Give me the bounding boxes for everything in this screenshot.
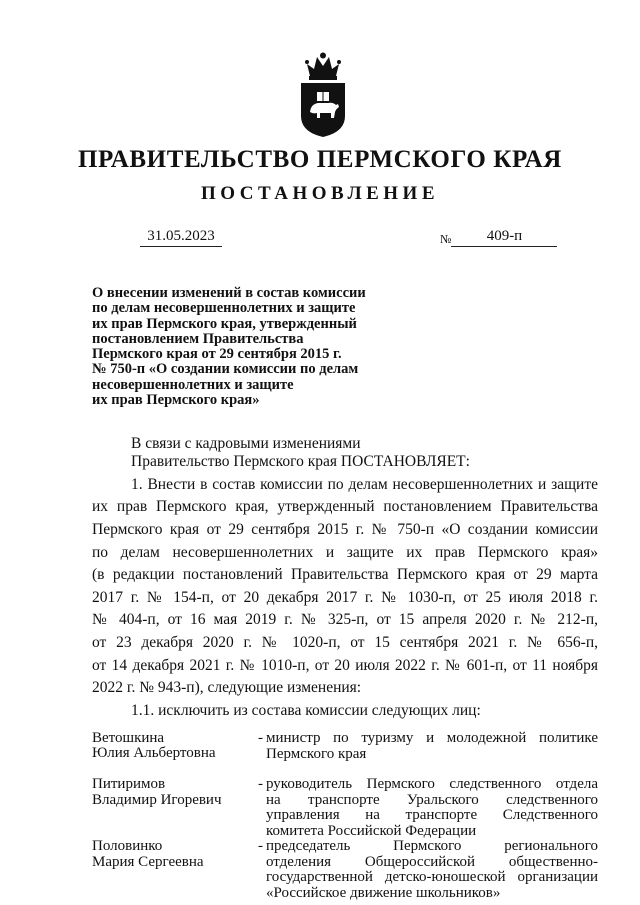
dash: - [258, 776, 263, 792]
position-line: руководитель Пермского следственного отдела [266, 776, 598, 792]
document-heading [92, 286, 392, 408]
perm-krai-coat-of-arms-emblem [298, 52, 348, 138]
person-position [258, 777, 598, 839]
item-1-1: 1.1. исключить из состава комиссии следующих лиц: [131, 702, 481, 719]
item-1-line: 2022 г. № 943-п), следующие изменения: [92, 679, 362, 696]
position-line: отделения Общероссийской общественно- [266, 853, 598, 870]
position-line: «Российское движение школьников» [266, 884, 501, 901]
item-1-line: № 404-п, от 16 мая 2019 г. № 325-п, от 15 апреля 2020 г. № 212-п, [92, 611, 598, 628]
intro-paragraph: В связи с кадровыми изменениями [131, 435, 361, 452]
position-line: на транспорте Уральского следственного [266, 791, 598, 808]
person-position [258, 731, 598, 762]
position-line: министр по туризму и молодежной политике [266, 730, 598, 746]
person-position [258, 839, 598, 901]
position-line: государственной детско-юношеской организации [266, 869, 598, 885]
person-given-names: Владимир Игоревич [92, 792, 222, 808]
number-sign: № [440, 232, 452, 246]
heading-line: О внесении изменений в состав комиссии [92, 285, 366, 301]
heading-line: Пермского края от 29 сентября 2015 г. [92, 346, 342, 363]
item-1-line: от 14 декабря 2021 г. № 1010-п, от 20 июля 2022 г. № 601-п, от 11 ноября [92, 657, 598, 674]
person-surname: Ветошкина [92, 730, 165, 746]
document-type: ПОСТАНОВЛЕНИЕ [200, 183, 440, 204]
position-line: управления на транспорте Следственного [266, 807, 598, 823]
person-given-names: Юлия Альбертовна [92, 745, 216, 761]
heading-line: их прав Пермского края» [92, 392, 260, 409]
document-number: 409-п [451, 228, 557, 247]
dash: - [258, 730, 263, 746]
person-given-names: Мария Сергеевна [92, 854, 204, 870]
person-surname: Питиримов [92, 776, 166, 792]
heading-line: их прав Пермского края, утвержденный [92, 315, 357, 332]
heading-line: № 750-п «О создании комиссии по делам [92, 361, 359, 378]
document-number-field [440, 228, 557, 247]
heading-line: несовершеннолетних и защите [92, 376, 294, 393]
person-surname: Половинко [92, 838, 163, 854]
heading-line: по делам несовершеннолетних и защите [92, 300, 356, 317]
position-line: председатель Пермского регионального [266, 838, 598, 854]
item-1-line: 1. Внести в состав комиссии по делам несовершеннолетних и защите [131, 476, 598, 493]
item-1-line: (в редакции постановлений Правительства Пермского края от 29 марта [92, 566, 598, 583]
item-1-line: от 23 декабря 2020 г. № 1020-п, от 15 сентября 2021 г. № 656-п, [92, 634, 598, 651]
item-1-line: их прав Пермского края, утвержденный постановлением Правительства [92, 498, 598, 515]
position-line: комитета Российской Федерации [266, 822, 477, 839]
position-line: Пермского края [266, 745, 367, 762]
heading-line: постановлением Правительства [92, 330, 304, 347]
government-title: ПРАВИТЕЛЬСТВО ПЕРМСКОГО КРАЯ [78, 146, 562, 173]
item-1-line: 2017 г. № 154-п, от 20 декабря 2017 г. № 1030-п, от 25 июля 2018 г. [92, 589, 598, 606]
item-1-line: по делам несовершеннолетних и защите их прав Пермского края» [92, 544, 598, 561]
document-date: 31.05.2023 [140, 228, 222, 247]
dash: - [258, 838, 263, 854]
item-1-line: Пермского края от 29 сентября 2015 г. № 750-п «О создании комиссии [92, 521, 598, 538]
decree-paragraph: Правительство Пермского края ПОСТАНОВЛЯЕТ: [131, 453, 470, 470]
